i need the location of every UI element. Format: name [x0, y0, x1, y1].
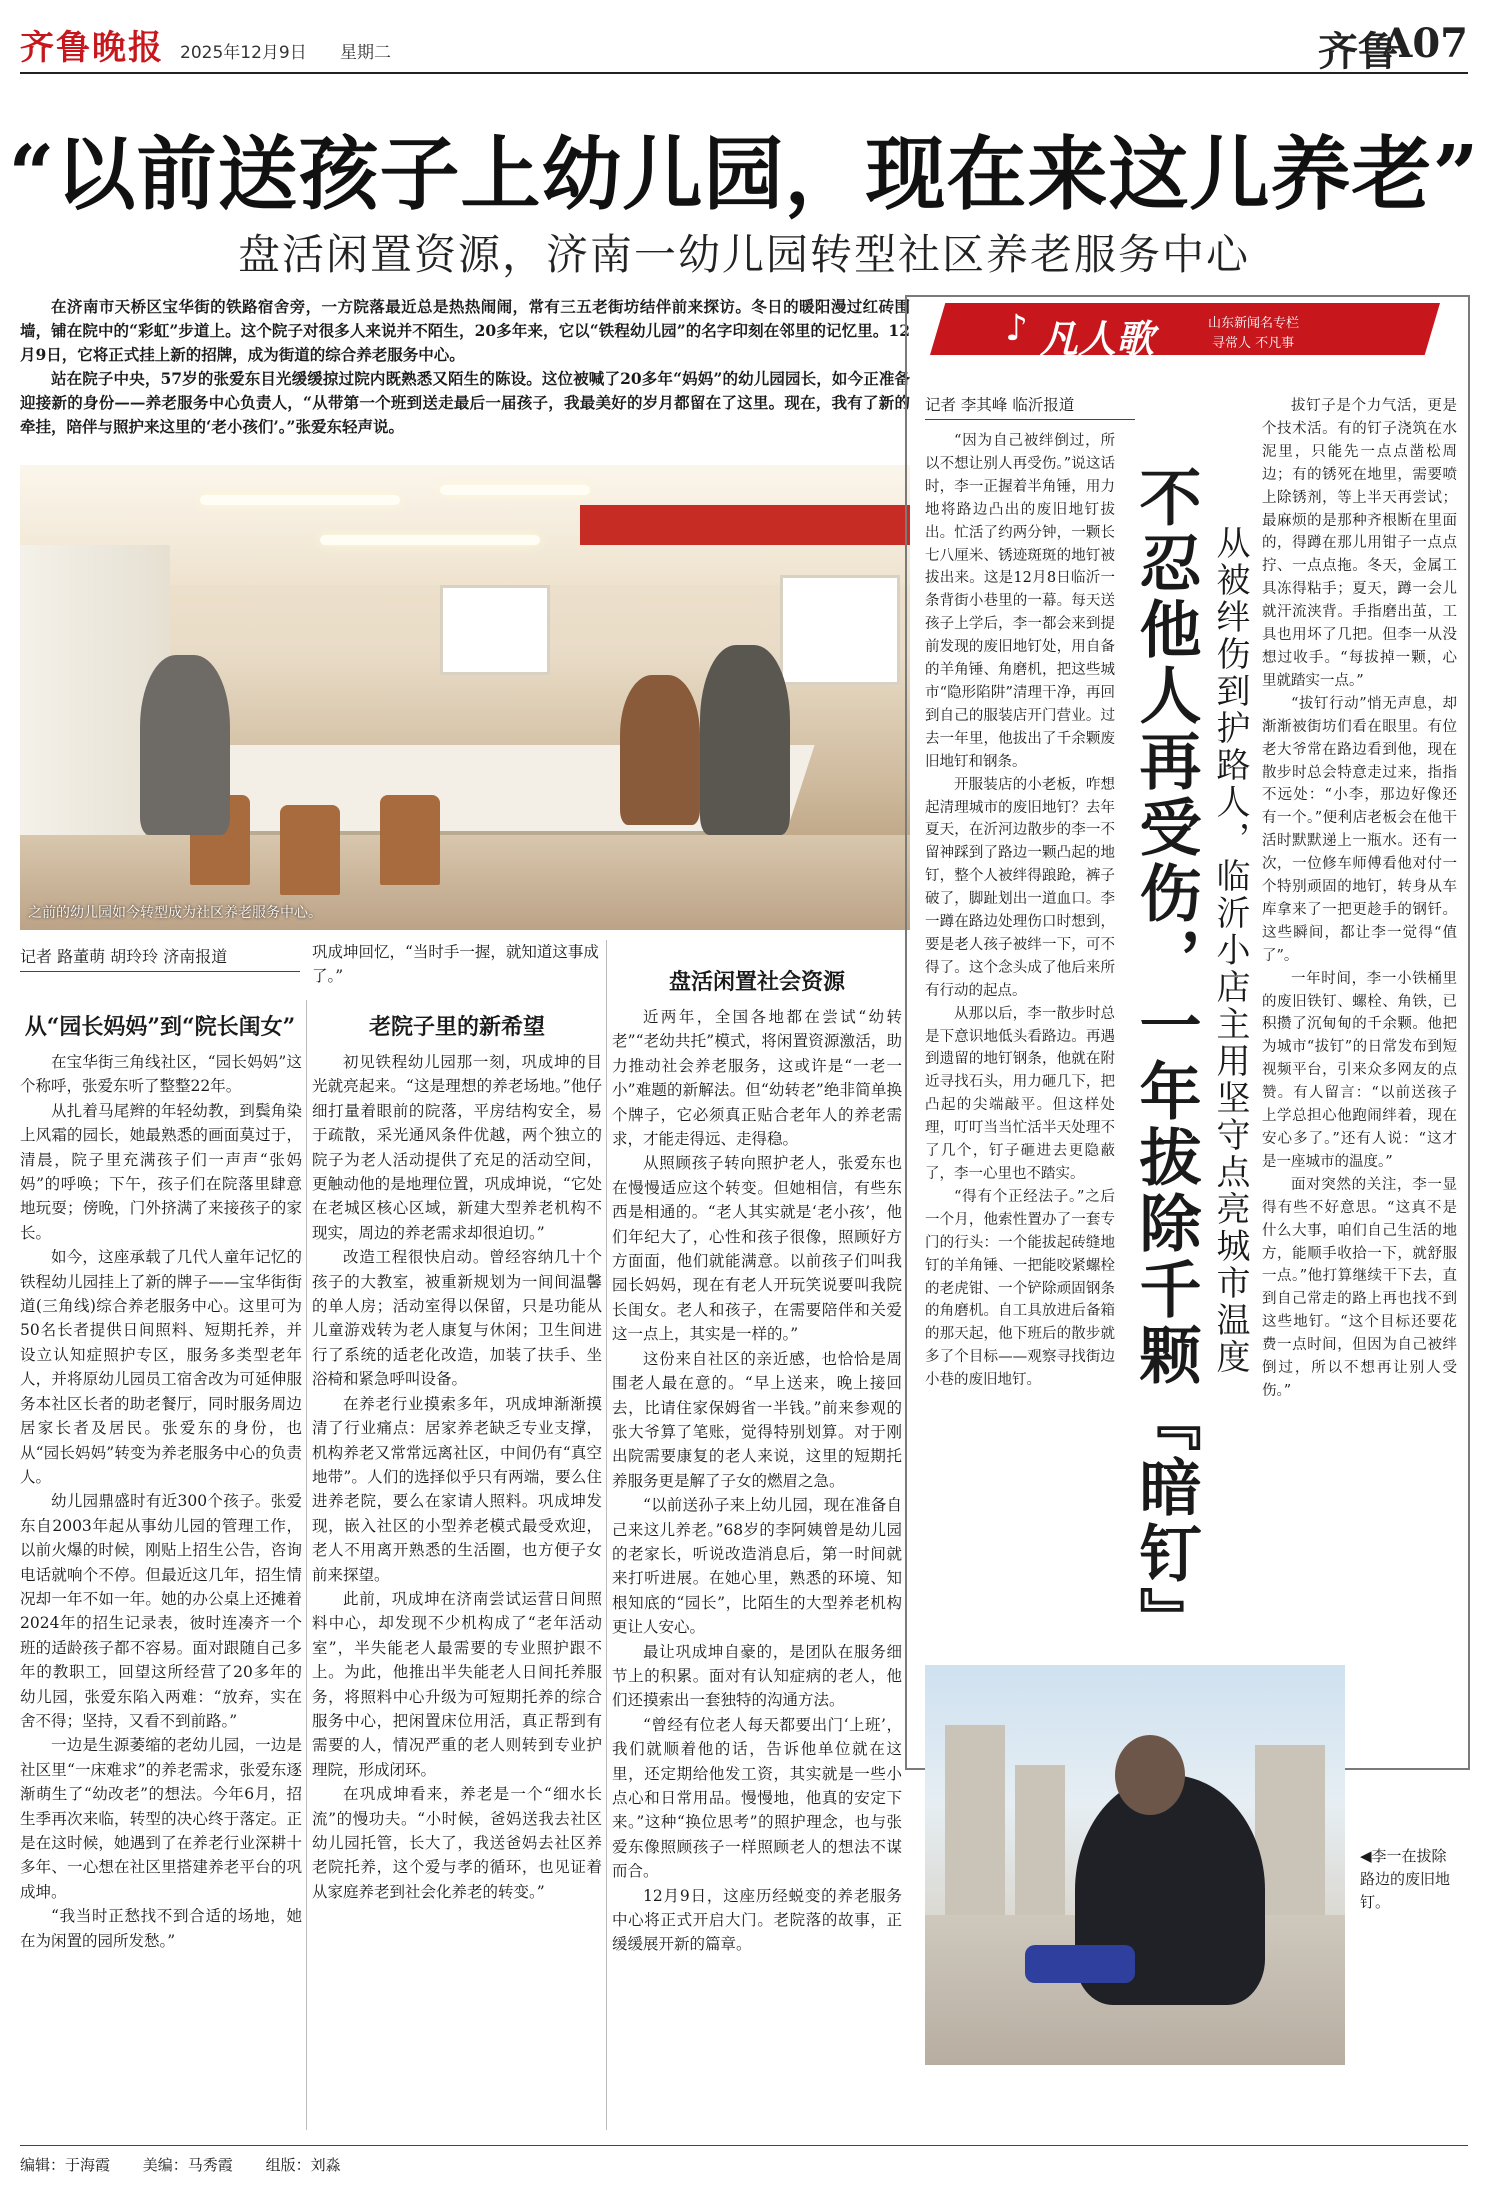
chair: [380, 795, 440, 885]
body-paragraph: 此前，巩成坤在济南尝试运营日间照料中心，却发现不少机构成了“老年活动室”，半失能老人最需要的专业照护跟不上。为此，他推出半失能老人日间托养服务，将照料中心升级为可短期托养的综合服务中心，把闲置床位用活，真正帮到有需要的人，情况严重的老人则转到专业护理院，形成闭环。: [312, 1589, 602, 1779]
chair: [280, 805, 340, 895]
body-paragraph: 在宝华街三角线社区，“园长妈妈”这个称呼，张爱东听了整整22年。: [20, 1053, 302, 1096]
article-column: [312, 1050, 602, 2130]
body-paragraph: “以前送孙子来上幼儿园，现在准备自己来这儿养老。”68岁的李阿姨曾是幼儿园的老家长，听说改造消息后，第一时间就来打听进展。在她心里，熟悉的环境、知根知底的“园长”，比陌生的大型养老机构更让人安心。: [612, 1496, 902, 1637]
section-title: 老院子里的新希望: [368, 1014, 545, 1040]
ceiling-light: [320, 535, 540, 545]
sidebar-paragraph: “得有个正经法子。”之后一个月，他索性置办了一套专门的行头：一个能拔起砖缝地钉的羊角锤、一把能咬紧螺栓的老虎钳、一个铲除顽固钢条的角磨机。自工具放进后备箱的那天起，他下班后的散步就多了个目标——观察寻找街边小巷的废旧地钉。: [925, 1188, 1115, 1389]
article-column: [20, 1050, 302, 2130]
red-banner: [580, 505, 910, 545]
issue-weekday: 星期二: [340, 43, 391, 63]
page-number: A07: [1381, 20, 1468, 67]
building-shape: [945, 1725, 1005, 1915]
body-paragraph: 幼儿园鼎盛时有近300个孩子。张爱东自2003年起从事幼儿园的管理工作，以前火爆的时候，刚贴上招生公告，咨询电话就响个不停。但最近这几年，招生情况却一年不如一年。她的办公桌上还摊着2024年的招生记录表，彼时连凑齐一个班的适龄孩子都不容易。面对跟随自己多年的教职工，回望这所经营了20多年的幼儿园，张爱东陷入两难：“放弃，实在舍不得；坚持，又看不到前路。”: [20, 1492, 302, 1730]
photo-caption: 之前的幼儿园如今转型成为社区养老服务中心。: [28, 905, 322, 921]
article-column: [612, 1005, 902, 2130]
issue-date: 2025年12月9日: [180, 43, 307, 63]
designer-credit: 美编：马秀霞: [142, 2156, 233, 2174]
body-paragraph: 最让巩成坤自豪的，是团队在服务细节上的积累。面对有认知症病的老人，他们还摸索出一套独特的沟通方法。: [612, 1642, 902, 1710]
sidebar-paragraph: 一年时间，李一小铁桶里的废旧铁钉、螺栓、角铁，已积攒了沉甸甸的千余颗。他把为城市“拔钉”的日常发布到短视频平台，引来众多网友的点赞。有人留言：“以前送孩子上学总担心他跑闹绊着，现在安心多了。”还有人说：“这才是一座城市的温度。”: [1262, 970, 1457, 1170]
sidebar-column: [925, 430, 1115, 1660]
column-rule: [306, 1000, 307, 2130]
column-tag: 山东新闻名专栏: [1208, 316, 1300, 331]
body-paragraph: 12月9日，这座历经蜕变的养老服务中心将正式开启大门。老院落的故事，正缓缓展开新的篇章。: [612, 1886, 902, 1954]
music-note-icon: ♪: [1005, 308, 1028, 349]
sidebar-paragraph: 从那以后，李一散步时总是下意识地低头看路边。再遇到遗留的地钉钢条，他就在附近寻找石头，用力砸几下，把凸起的尖端敲平。但这样处理，叮叮当当忙活半天处理不了几个，钉子砸进去更隐蔽了，李一心里也不踏实。: [925, 1005, 1115, 1182]
sidebar-column: [1262, 395, 1457, 1650]
person-figure: [140, 655, 230, 835]
column-slogan: 寻常人 不凡事: [1212, 336, 1295, 351]
sidebar-subhead: 从被绊伤到护路人，临沂小店主用坚守点亮城市温度: [1210, 525, 1250, 1376]
sidebar-paragraph: 拔钉子是个力气活，更是个技术活。有的钉子浇筑在水泥里，只能先一点点凿松周边；有的锈死在地里，需要喷上除锈剂，等上半天再尝试；最麻烦的是那种齐根断在里面的，得蹲在那儿用钳子一点点拧、一点点拖。冬天，金属工具冻得粘手；夏天，蹲一会儿就汗流浃背。手指磨出茧，工具也用坏了几把。但李一从没想过收手。“每拔掉一颗，心里就踏实一点。”: [1262, 398, 1457, 689]
main-subhead: 盘活闲置资源，济南一幼儿园转型社区养老服务中心: [237, 230, 1250, 279]
body-paragraph: 如今，这座承载了几代人童年记忆的铁程幼儿园挂上了新的牌子——宝华街街道(三角线)综合养老服务中心。这里可为50名长者提供日间照料、短期托养，并设立认知症照护专区，服务多类型老年人，并将原幼儿园员工宿舍改为可延伸服务本社区长者的助老餐厅，同时服务周边居家长者及居民。张爱东的身份，也从“园长妈妈”转变为养老服务中心的负责人。: [20, 1248, 302, 1486]
body-paragraph: 近两年，全国各地都在尝试“幼转老”“老幼共托”模式，将闲置资源激活，助力推动社会养老服务，这或许是“一老一小”难题的新解法。但“幼转老”绝非简单换个牌子，它必须真正贴合老年人的养老需求，才能走得远、走得稳。: [612, 1008, 902, 1149]
body-paragraph: 一边是生源萎缩的老幼儿园，一边是社区里“一床难求”的养老需求，张爱东逐渐萌生了“幼改老”的想法。今年6月，招生季再次来临，转型的决心终于落定。正是在这时候，她遇到了在养老行业深耕十多年、一心想在社区里搭建养老平台的巩成坤。: [20, 1736, 302, 1901]
person-head: [1115, 1735, 1185, 1815]
sidebar-paragraph: 面对突然的关注，李一显得有些不好意思。“这真不是什么大事，咱们自己生活的地方，能顺手收拾一下，就舒服一点。”他打算继续干下去，直到自己常走的路上再也找不到这些地钉。“这个目标还要花费一点时间，但因为自己被绊倒过，所以不想再让别人受伤。”: [1262, 1176, 1457, 1399]
lead-paragraph: 在济南市天桥区宝华街的铁路宿舍旁，一方院落最近总是热热闹闹，常有三五老街坊结伴前来探访。冬日的暖阳漫过红砖围墙，铺在院中的“彩虹”步道上。这个院子对很多人来说并不陌生，20多年来，它以“铁程幼儿园”的名字印刻在邻里的记忆里。12月9日，它将正式挂上新的招牌，成为街道的综合养老服务中心。: [20, 297, 910, 364]
sidebar-paragraph: “拔钉行动”悄无声息，却渐渐被街坊们看在眼里。有位老大爷常在路边看到他，现在散步时总会特意走过来，指指不远处：“小李，那边好像还有一个。”便利店老板会在他干活时默默递上一瓶水。还有一次，一位修车师傅看他对付一个特别顽固的地钉，转身从车库拿来了一把更趁手的钢钎。这些瞬间，都让李一觉得“值了”。: [1262, 695, 1457, 964]
section-title: 盘活闲置社会资源: [668, 969, 845, 995]
building-shape: [1255, 1745, 1325, 1915]
sidebar-byline: 记者 李其峰 临沂报道: [925, 393, 1135, 420]
wall-board: [440, 585, 550, 675]
body-paragraph: 从照顾孩子转向照护老人，张爱东也在慢慢适应这个转变。但她相信，有些东西是相通的。“老人其实就是‘老小孩’，他们年纪大了，心性和孩子很像，照顾好方方面面，他们就能满意。以前孩子们叫我园长妈妈，现在有老人开玩笑说要叫我院长闺女。老人和孩子，在需要陪伴和关爱这一点上，其实是一样的。”: [612, 1154, 902, 1344]
newspaper-brand: 齐鲁晚报: [20, 28, 164, 68]
body-paragraph: 在养老行业摸索多年，巩成坤渐渐摸清了行业痛点：居家养老缺乏专业支撑，机构养老又常常远离社区，中间仍有“真空地带”。人们的选择似乎只有两端，要么住进养老院，要么在家请人照料。巩成坤发现，嵌入社区的小型养老模式最受欢迎，老人不用离开熟悉的生活圈，也方便子女前来探望。: [312, 1394, 602, 1584]
nail-removal-photo: [925, 1665, 1345, 2065]
sidebar-paragraph: “因为自己被绊倒过，所以不想让别人再受伤。”说这话时，李一正握着半角锤，用力地将路边凸出的废旧地钉拔出。忙活了约两分钟，一颗长七八厘米、锈迹斑斑的地钉被拔出来。这是12月8日临沂一条背街小巷里的一幕。每天送孩子上学后，李一都会来到提前发现的废旧地钉处，用自备的羊角锤、角磨机，把这些城市“隐形陷阱”清理干净，再回到自己的服装店开门营业。过去一年里，他拔出了千余颗废旧地钉和钢条。: [925, 433, 1115, 770]
person-figure: [620, 675, 700, 825]
ceiling-light: [440, 485, 590, 495]
body-paragraph: “曾经有位老人每天都要出门‘上班’，我们就顺着他的话，告诉他单位就在这里，还定期给他发工资，其实就是一些小点心和日常用品。慢慢地，他真的安定下来。”这种“换位思考”的照护理念，也与张爱东像照顾孩子一样照顾老人的想法不谋而合。: [612, 1715, 902, 1881]
masthead: [20, 12, 1468, 74]
proof-credit: 组版：刘淼: [265, 2156, 341, 2174]
person-figure: [700, 645, 790, 835]
main-headline: “以前送孩子上幼儿园，现在来这儿养老”: [8, 127, 1480, 221]
sidebar-photo-caption: ◀李一在拔除路边的废旧地钉。: [1360, 1847, 1451, 1911]
body-paragraph: 这份来自社区的亲近感，也恰恰是周围老人最在意的。“早上送来，晚上接回去，比请住家保姆省一半钱。”前来参观的张大爷算了笔账，觉得特别划算。对于刚出院需要康复的老人来说，这里的短期托养服务更是解了子女的燃眉之急。: [612, 1349, 902, 1490]
column-rule: [606, 940, 607, 2130]
page-footer: [20, 2145, 1468, 2175]
section-name: 齐鲁: [1318, 28, 1398, 75]
editor-credit: 编辑：于海霞: [20, 2156, 111, 2174]
column-name: 凡人歌: [1040, 316, 1155, 361]
lead-paragraph: 站在院子中央，57岁的张爱东目光缓缓掠过院内既熟悉又陌生的陈设。这位被喊了20多年“妈妈”的幼儿园园长，如今正准备迎接新的身份——养老服务中心负责人，“从带第一个班到送走最后一届孩子，我最美好的岁月都留在了这里。现在，我有了新的牵挂，陪伴与照护来这里的‘老小孩们’。”张爱东轻声说。: [20, 369, 910, 436]
ceiling-light: [200, 495, 400, 505]
quote-continuation: 巩成坤回忆，“当时手一握，就知道这事成了。”: [312, 943, 599, 985]
body-paragraph: 在巩成坤看来，养老是一个“细水长流”的慢功夫。“小时候，爸妈送我去社区幼儿园托管，长大了，我送爸妈去社区养老院托养，这个爱与孝的循环，也见证着从家庭养老到社会化养老的转变。”: [312, 1785, 602, 1901]
angle-grinder: [1025, 1945, 1135, 1983]
care-center-photo: [20, 465, 910, 930]
wall-board: [780, 575, 900, 685]
body-paragraph: 初见铁程幼儿园那一刻，巩成坤的目光就亮起来。“这是理想的养老场地。”他仔细打量着眼前的院落，平房结构安全，易于疏散，采光通风条件优越，两个独立的院子为老人活动提供了充足的活动空间，更触动他的是地理位置，巩成坤说，“它处在老城区核心区域，新建大型养老机构不现实，周边的养老需求却很迫切。”: [312, 1053, 602, 1242]
article-byline: 记者 路董萌 胡玲玲 济南报道: [20, 944, 300, 972]
building-shape: [1015, 1765, 1065, 1915]
body-paragraph: 改造工程很快启动。曾经容纳几十个孩子的大教室，被重新规划为一间间温馨的单人房；活动室得以保留，只是功能从儿童游戏转为老人康复与休闲；卫生间进行了系统的适老化改造，加装了扶手、坐浴椅和紧急呼叫设备。: [312, 1248, 602, 1389]
sidebar-paragraph: 开服装店的小老板，咋想起清理城市的废旧地钉？去年夏天，在沂河边散步的李一不留神踩到了路边一颗凸起的地钉，整个人被绊得踉跄，裤子破了，脚趾划出一道血口。李一蹲在路边处理伤口时想到，要是老人孩子被绊一下，可不得了。这个念头成了他后来所有行动的起点。: [925, 776, 1115, 999]
body-paragraph: 从扎着马尾辫的年轻幼教，到鬓角染上风霜的园长，她最熟悉的画面莫过于，清晨，院子里充满孩子们一声声“张妈妈”的呼唤；下午，孩子们在院落里肆意地玩耍；傍晚，门外挤满了来接孩子的家长。: [20, 1101, 302, 1242]
section-title: 从“园长妈妈”到“院长闺女”: [24, 1014, 296, 1040]
sidebar-headline: 不忍他人再受伤，一年拔除千颗『暗钉』: [1129, 465, 1202, 1653]
lead-paragraphs: [20, 295, 910, 439]
body-paragraph: “我当时正愁找不到合适的场地，她在为闲置的园所发愁。”: [20, 1907, 302, 1950]
